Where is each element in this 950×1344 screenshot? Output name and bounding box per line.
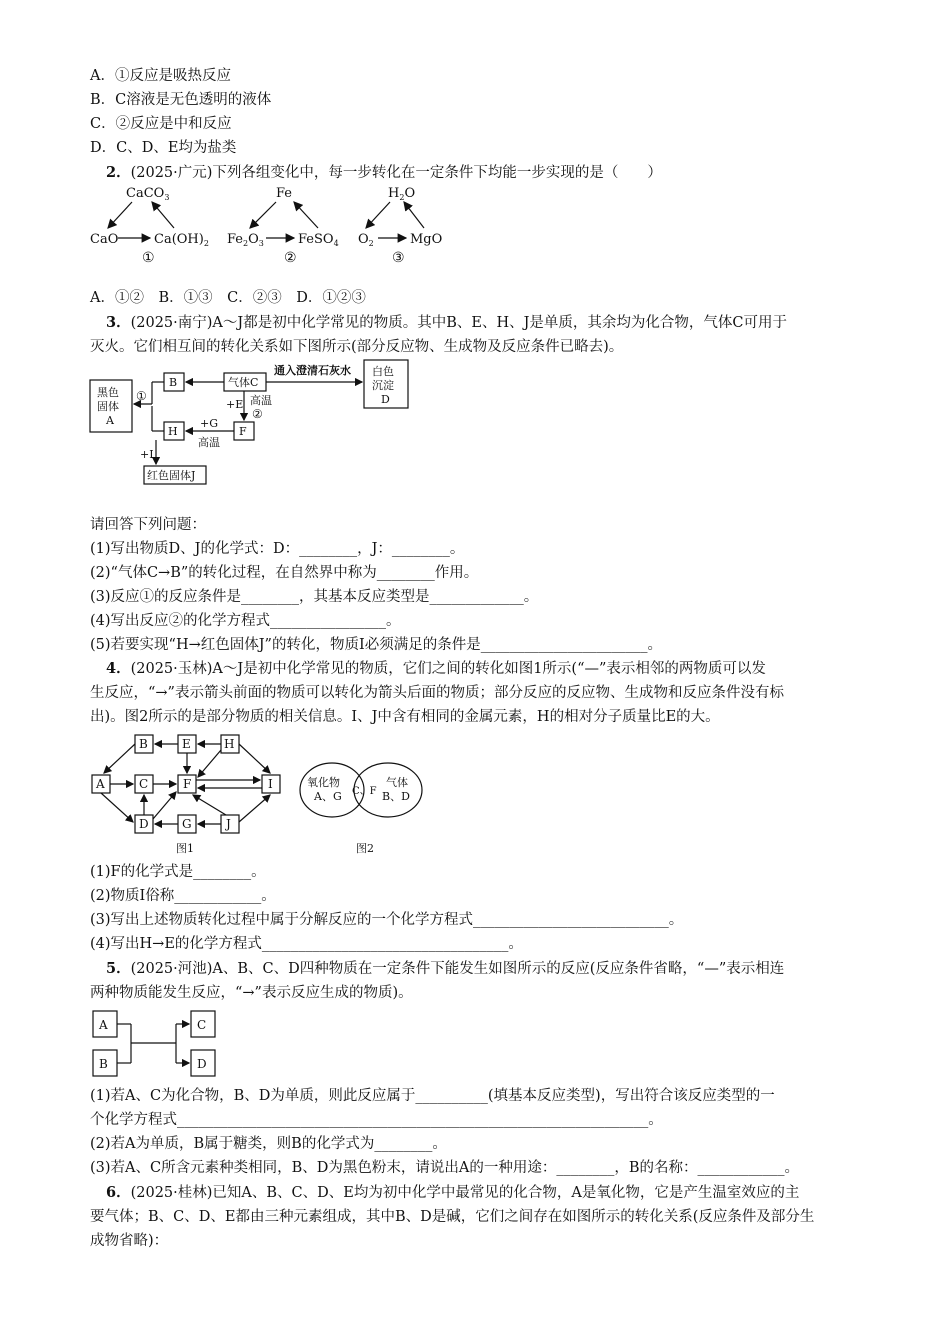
- q4-sub-1: (1)F的化学式是________。: [90, 864, 266, 880]
- q3-circle-2: ②: [252, 407, 263, 421]
- q3-prompt: 请回答下列问题：: [90, 517, 206, 533]
- q5-a-label: A: [99, 1018, 108, 1032]
- q3-plus-g: +G: [200, 417, 219, 430]
- q3-stem-1: 3．(2025·南宁)A～J都是初中化学常见的物质。其中B、E、H、J是单质，其余均为化合物，气体C可用于: [106, 314, 787, 331]
- q4-node-a-label: A: [96, 777, 105, 791]
- q3-lime-water-label: 通入澄清石灰水: [274, 364, 351, 377]
- q5-sub-1a: (1)若A、C为化合物，B、D为单质，则此反应属于__________(填基本反应类型)，写出符合该反应类型的一: [90, 1088, 775, 1104]
- q4-node-c-label: C: [139, 777, 149, 791]
- q4-venn-right-title: 气体: [386, 776, 408, 789]
- q2-g2-label: ②: [284, 250, 297, 266]
- q5-sub-2: (2)若A为单质，B属于糖类，则B的化学式为________。: [90, 1136, 447, 1152]
- q4-stem-1: 4．(2025·玉林)A～J是初中化学常见的物质，它们之间的转化如图1所示(“—”表示相邻的两物质可以发: [106, 660, 766, 677]
- q1-option-d: D．C、D、E均为盐类: [90, 140, 237, 156]
- q4-node-d-label: D: [139, 817, 149, 831]
- q1-option-c: C．②反应是中和反应: [90, 116, 232, 132]
- q4-node-f-label: F: [183, 777, 192, 791]
- q5-stem-2: 两种物质能发生反应，“→”表示反应生成的物质)。: [90, 985, 413, 1001]
- q3-sub-5: (5)若要实现“H→红色固体J”的转化，物质I必须满足的条件是_______________________。: [90, 637, 662, 653]
- q3-black-solid-line1: 黑色: [97, 386, 119, 399]
- q6-stem-3: 成物省略)：: [90, 1233, 169, 1249]
- q2-g3-label: ③: [392, 250, 405, 266]
- q3-black-solid-line3: A: [106, 414, 114, 427]
- q4-venn-right-items: B、D: [382, 790, 410, 803]
- q4-fig2-caption: 图2: [356, 842, 374, 855]
- q4-node-g-label: G: [182, 817, 192, 831]
- q4-fig1-caption: 图1: [176, 842, 194, 855]
- q5-sub-1b: 个化学方程式_________________________________________________________________。: [90, 1112, 663, 1128]
- q3-white-ppt-line1: 白色: [372, 365, 394, 378]
- q4-sub-3: (3)写出上述物质转化过程中属于分解反应的一个化学方程式___________________________。: [90, 912, 684, 928]
- q3-black-solid-line2: 固体: [97, 400, 119, 413]
- q4-sub-4: (4)写出H→E的化学方程式__________________________________。: [90, 936, 523, 952]
- q2-g2-left: $Fe_2O_3$: [227, 232, 264, 248]
- q3-plus-i: +I: [140, 448, 154, 461]
- q4-stem-3: 出)。图2所示的是部分物质的相关信息。I、J中含有相同的金属元素，H的相对分子质量比E的大。: [90, 709, 720, 725]
- q4-node-i-label: I: [268, 777, 273, 791]
- q3-h-label: H: [168, 425, 178, 438]
- q1-option-a: A．①反应是吸热反应: [90, 68, 231, 84]
- q1-option-b: B．C溶液是无色透明的液体: [90, 92, 272, 108]
- q3-sub-2: (2)“气体C→B”的转化过程，在自然界中称为________作用。: [90, 565, 479, 581]
- q5-d-label: D: [197, 1057, 207, 1071]
- q3-f-label: F: [239, 425, 247, 438]
- q4-venn-left-items: A、G: [314, 790, 342, 803]
- q4-venn-left-title: 氧化物: [307, 776, 340, 789]
- q2-g3-top: $H_2O$: [388, 186, 416, 202]
- q2-g2-right: FeSO$_4$: [298, 232, 339, 248]
- q2-g1-right: $Ca(OH)_2$: [154, 232, 209, 248]
- q3-plus-e: +E: [226, 398, 244, 411]
- q3-sub-4: (4)写出反应②的化学方程式________________。: [90, 613, 401, 629]
- q2-g2-top: Fe: [276, 186, 293, 201]
- q3-red-solid-label: 红色固体J: [147, 469, 196, 482]
- q2-g1-label: ①: [142, 250, 155, 266]
- q4-sub-2: (2)物质I俗称____________。: [90, 888, 276, 904]
- q3-white-ppt-line3: D: [381, 393, 390, 406]
- q4-node-h-label: H: [224, 737, 235, 751]
- q2-g1-left: CaO: [90, 232, 119, 247]
- q3-stem-2: 灭火。它们相互间的转化关系如下图所示(部分反应物、生成物及反应条件已略去)。: [90, 339, 624, 355]
- q4-node-b-label: B: [139, 737, 148, 751]
- q2-options: A．①② B．①③ C．②③ D．①②③: [90, 290, 366, 306]
- q3-white-ppt-line2: 沉淀: [372, 379, 394, 392]
- q2-g3-left: $O_2$: [358, 232, 374, 248]
- q4-node-j-label: J: [226, 817, 231, 831]
- q3-high-temp-1: 高温: [250, 394, 272, 407]
- q5-sub-3: (3)若A、C所含元素种类相同，B、D为黑色粉末，请说出A的一种用途：________，B的名称：____________。: [90, 1160, 800, 1176]
- q2-g1-top: CaCO$_3$: [126, 186, 170, 202]
- q4-venn-overlap: C、F: [352, 786, 377, 797]
- q3-circle-1: ①: [136, 389, 147, 403]
- q6-stem-2: 要气体；B、C、D、E都由三种元素组成，其中B、D是碱，它们之间存在如图所示的转化关系(反应条件及部分生: [90, 1209, 815, 1225]
- q3-b-label: B: [169, 376, 178, 389]
- q4-node-e-label: E: [182, 737, 191, 751]
- q3-high-temp-2: 高温: [198, 436, 220, 449]
- q6-stem-1: 6．(2025·桂林)已知A、B、C、D、E均为初中化学中最常见的化合物，A是氧化物，它是产生温室效应的主: [106, 1184, 800, 1201]
- q5-c-label: C: [197, 1018, 207, 1032]
- q4-stem-2: 生反应，“→”表示箭头前面的物质可以转化为箭头后面的物质；部分反应的反应物、生成物和反应条件没有标: [90, 685, 784, 701]
- q3-sub-3: (3)反应①的反应条件是________，其基本反应类型是_____________。: [90, 589, 539, 605]
- q3-gas-c-label: 气体C: [228, 376, 259, 389]
- q2-stem: 2．(2025·广元)下列各组变化中，每一步转化在一定条件下均能一步实现的是（ ）: [106, 164, 662, 181]
- q5-stem-1: 5．(2025·河池)A、B、C、D四种物质在一定条件下能发生如图所示的反应(反应条件省略，“—”表示相连: [106, 960, 785, 977]
- q5-b-label: B: [99, 1057, 108, 1071]
- q3-sub-1: (1)写出物质D、J的化学式：D：________，J：________。: [90, 541, 465, 557]
- q2-g3-right: MgO: [410, 232, 443, 247]
